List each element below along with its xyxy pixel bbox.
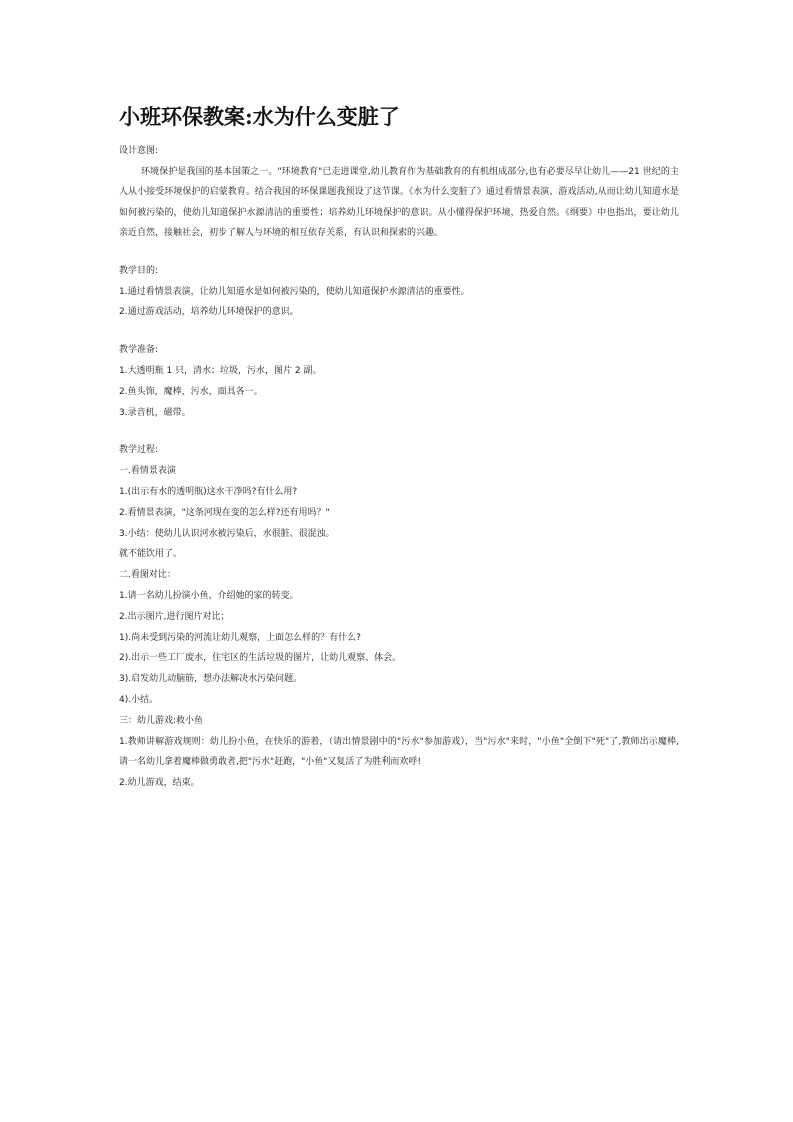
process-line: 2.看情景表演，"这条河现在变的怎么样?还有用吗？" <box>119 507 330 518</box>
process-line: 2).出示一些工厂废水，住宅区的生活垃圾的图片，让幼儿观察、体会。 <box>119 653 402 664</box>
process-line: 4).小结。 <box>119 694 159 705</box>
process-line: 1).尚未受到污染的河流让幼儿观察，上面怎么样的？有什么? <box>119 632 361 643</box>
goal-item: 1.通过看情景表演，让幼儿知道水是如何被污染的，使幼儿知道保护水源清洁的重要性。 <box>119 286 470 297</box>
preparation-item: 1.大透明瓶 1 只，清水；垃圾，污水，图片 2 副。 <box>119 365 322 376</box>
preparation-item: 3.录音机，磁带。 <box>119 407 191 418</box>
goals-label: 教学目的: <box>119 265 159 276</box>
process-line: 2.出示图片,进行图片对比； <box>119 611 230 622</box>
section-gap <box>119 323 679 340</box>
preparation-item: 2.鱼头饰，魔棒，污水，面具各一。 <box>119 386 263 397</box>
document-page <box>119 103 679 793</box>
process-line: 就不能饮用了。 <box>119 549 183 560</box>
goal-item: 2.通过游戏活动，培养幼儿环境保护的意识。 <box>119 307 299 318</box>
process-line: 2.幼儿游戏，结束。 <box>119 777 200 788</box>
process-line: 二.看图对比： <box>119 570 176 581</box>
preparation-label: 教学准备: <box>119 345 159 356</box>
process-line: 1.请一名幼儿扮演小鱼，介绍她的家的转变。 <box>119 590 299 601</box>
process-game-rules: 1.教师讲解游戏规则：幼儿扮小鱼，在快乐的游着，（请出情景剧中的"污水"参加游戏），当"污水"来时，"小鱼"全倒下"死"了,教师出示魔棒,请一名幼儿拿着魔棒做勇敢者,把"污水"赶跑，"小鱼"又复活了为胜利而欢呼! <box>119 736 679 768</box>
process-line: 1.(出示有水的透明瓶)这水干净吗?有什么用? <box>119 486 298 497</box>
design-intent-label: 设计意图: <box>119 146 159 156</box>
design-intent-paragraph: 环境保护是我国的基本国策之一。"环境教育"已走进课堂,幼儿教育作为基础教育的有机组成部分,也有必要尽早让幼儿——21 世纪的主人从小接受环境保护的启蒙教育。结合我国的环保课题我预设了这节课。《水为什么变脏了》通过看情景表演、游戏活动,从而让幼儿知道水是如何被污染的，使幼儿知道保护水源清洁的重要性；培养幼儿环境保护的意识。从小懂得保护环境，热爱自然。《纲要》中也指出，要让幼儿亲近自然，接触社会，初步了解人与环境的相互依存关系，有认识和探索的兴趣。 <box>119 166 679 239</box>
process-line: 三：幼儿游戏:救小鱼 <box>119 715 204 726</box>
document-title: 小班环保教案:水为什么变脏了 <box>119 104 400 129</box>
section-gap <box>119 423 679 440</box>
process-line: 3).启发幼儿动脑筋，想办法解决水污染问题。 <box>119 674 303 685</box>
process-line: 一.看情景表演 <box>119 466 176 477</box>
section-gap <box>119 244 679 261</box>
process-label: 教学过程: <box>119 445 159 456</box>
process-line: 3.小结：使幼儿认识河水被污染后，水很脏、很混浊。 <box>119 528 335 539</box>
